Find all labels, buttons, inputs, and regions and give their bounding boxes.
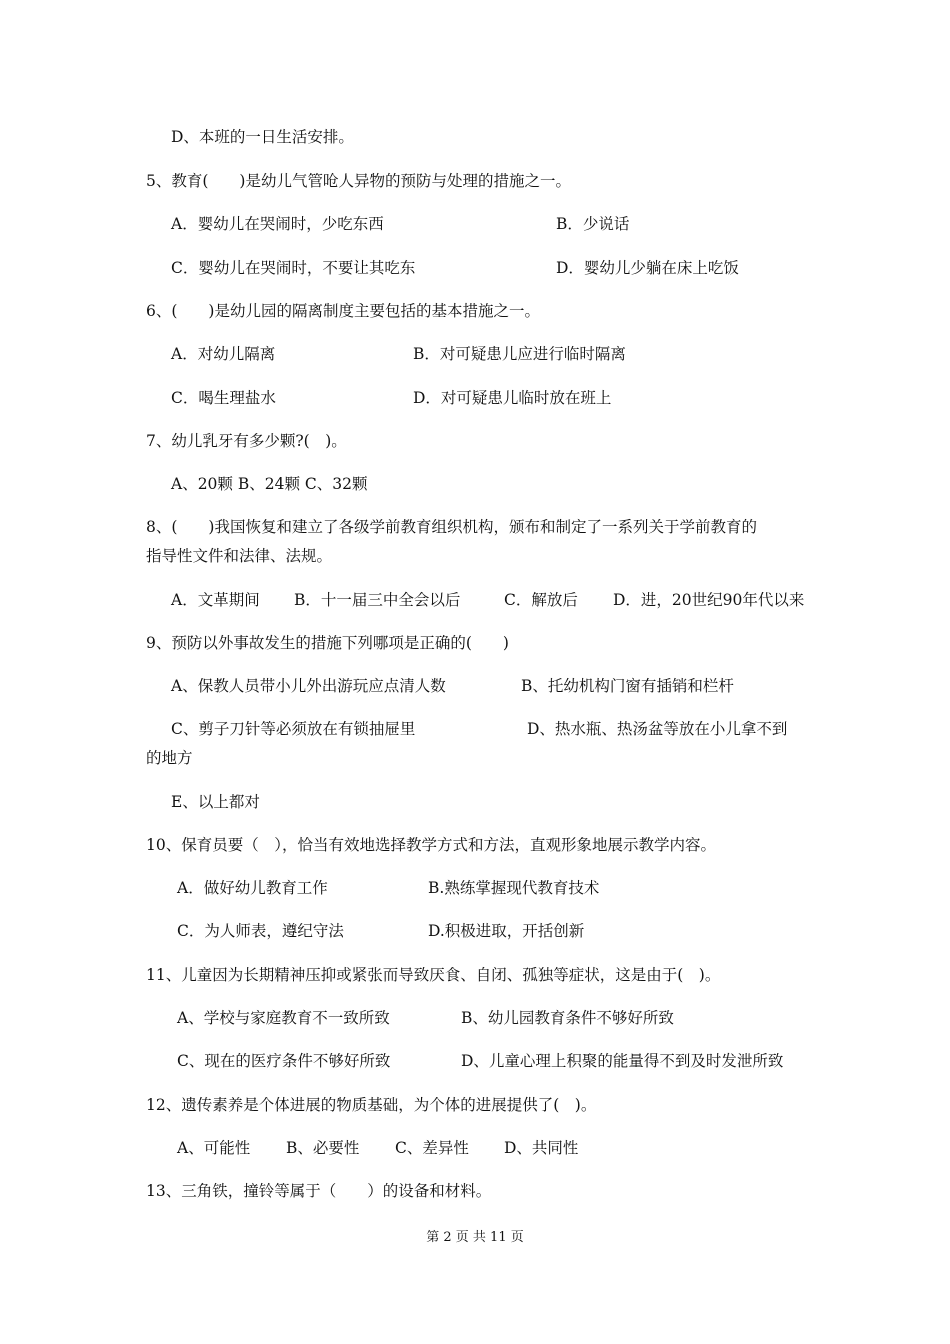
q5-option-b: B．少说话 [556,215,630,233]
q8-option-b: B．十一届三中全会以后 [294,591,461,609]
q13-stem: 13、三角铁，撞铃等属于（ ）的设备和材料。 [146,1182,492,1200]
q5-option-c: C．婴幼儿在哭闹时，不要让其吃东 [171,259,416,277]
q12-option-b: B、必要性 [286,1139,360,1157]
q10-stem: 10、保育员要（ ），恰当有效地选择教学方式和方法，直观形象地展示教学内容。 [146,836,716,854]
q10-option-c: C．为人师表，遵纪守法 [177,922,344,940]
q9-stem: 9、预防以外事故发生的措施下列哪项是正确的( ) [146,634,509,652]
q10-option-d: D.积极进取，开括创新 [428,922,585,940]
q10-option-a: A．做好幼儿教育工作 [177,879,328,897]
q8-stem-line-1: 8、( )我国恢复和建立了各级学前教育组织机构，颁布和制定了一系列关于学前教育的 [146,518,757,536]
q4-option-d: D、本班的一日生活安排。 [171,128,354,146]
q9-option-b: B、托幼机构门窗有插销和栏杆 [521,677,734,695]
page-footer: 第 2 页 共 11 页 [426,1230,524,1245]
q6-option-b: B．对可疑患儿应进行临时隔离 [413,345,626,363]
q11-option-a: A、学校与家庭教育不一致所致 [177,1009,390,1027]
q12-option-d: D、共同性 [504,1139,579,1157]
q9-option-d: D、热水瓶、热汤盆等放在小儿拿不到 [527,720,788,738]
q9-option-a: A、保教人员带小儿外出游玩应点清人数 [171,677,446,695]
q7-options: A、20颗 B、24颗 C、32颗 [171,475,368,493]
q11-option-c: C、现在的医疗条件不够好所致 [177,1052,391,1070]
q5-option-d: D．婴幼儿少躺在床上吃饭 [556,259,739,277]
q9-option-d-cont: 的地方 [146,749,193,767]
q11-option-d: D、儿童心理上积聚的能量得不到及时发泄所致 [461,1052,784,1070]
q8-option-a: A．文革期间 [171,591,260,609]
q9-option-c: C、剪子刀针等必须放在有锁抽屉里 [171,720,416,738]
q9-option-e: E、以上都对 [171,793,260,811]
q10-option-b: B.熟练掌握现代教育技术 [428,879,600,897]
q6-option-d: D．对可疑患儿临时放在班上 [413,389,612,407]
q7-stem: 7、幼儿乳牙有多少颗?( )。 [146,432,347,450]
q8-option-c: C．解放后 [504,591,578,609]
q8-stem-line-2: 指导性文件和法律、法规。 [146,547,333,565]
q12-stem: 12、遗传素养是个体进展的物质基础，为个体的进展提供了( )。 [146,1096,597,1114]
q12-option-a: A、可能性 [177,1139,251,1157]
q5-stem: 5、教育( )是幼儿气管呛人异物的预防与处理的措施之一。 [146,172,571,190]
q8-option-d: D．进，20世纪90年代以来 [613,591,805,609]
q6-option-a: A．对幼儿隔离 [171,345,276,363]
q12-option-c: C、差异性 [395,1139,469,1157]
q11-stem: 11、儿童因为长期精神压抑或紧张而导致厌食、自闭、孤独等症状，这是由于( )。 [146,966,721,984]
q6-stem: 6、( )是幼儿园的隔离制度主要包括的基本措施之一。 [146,302,540,320]
q11-option-b: B、幼儿园教育条件不够好所致 [461,1009,674,1027]
q5-option-a: A．婴幼儿在哭闹时，少吃东西 [171,215,384,233]
q6-option-c: C．喝生理盐水 [171,389,276,407]
